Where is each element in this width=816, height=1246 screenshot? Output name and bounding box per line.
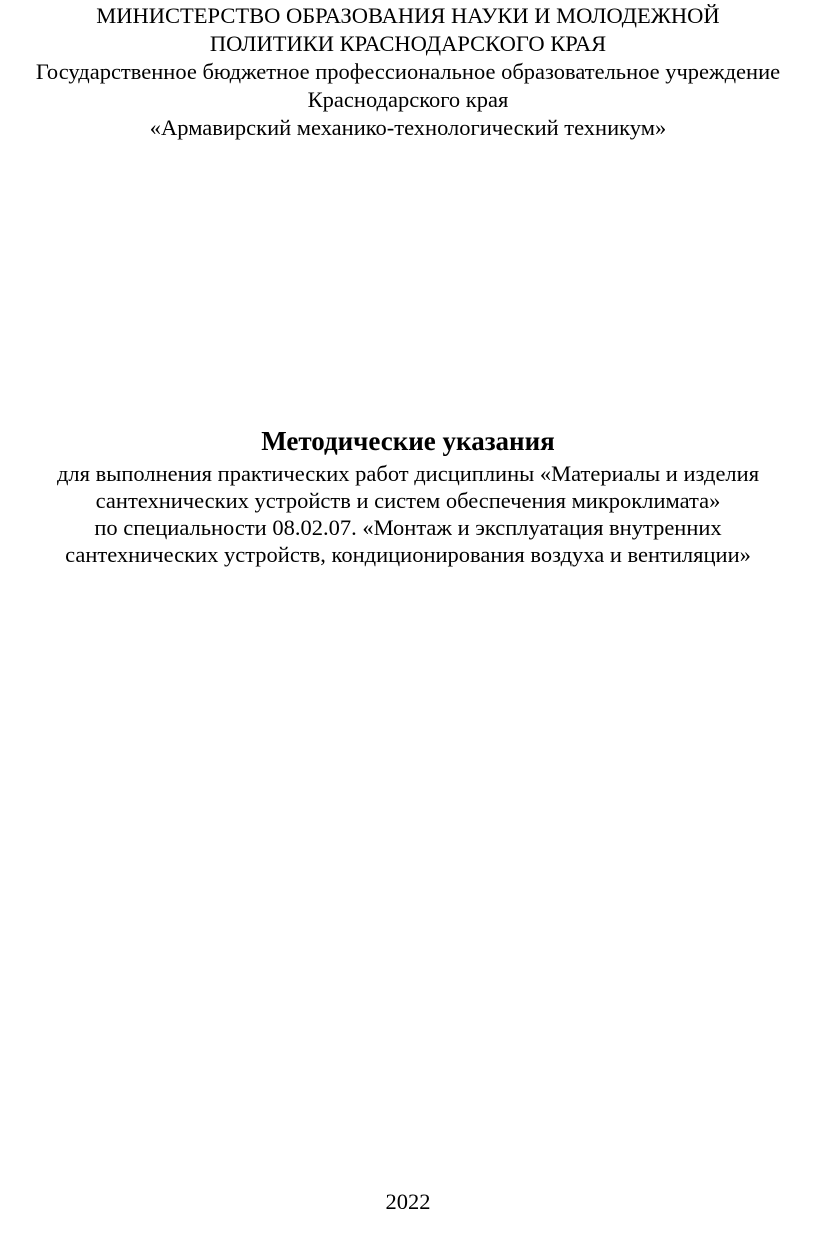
subtitle-line-2: сантехнических устройств и систем обеспечения микроклимата» <box>95 488 721 513</box>
ministry-line-2: ПОЛИТИКИ КРАСНОДАРСКОГО КРАЯ <box>209 31 607 56</box>
title-block <box>0 424 816 568</box>
institution-header <box>0 2 816 142</box>
subtitle-line-4: сантехнических устройств, кондиционирования воздуха и вентиляции» <box>65 542 751 567</box>
institution-name-line: «Армавирский механико-технологический техникум» <box>149 115 667 140</box>
document-title: Методические указания <box>261 426 555 456</box>
ministry-line-1: МИНИСТЕРСТВО ОБРАЗОВАНИЯ НАУКИ И МОЛОДЕЖНОЙ <box>96 3 720 28</box>
institution-region-line: Краснодарского края <box>307 87 509 112</box>
institution-type-line: Государственное бюджетное профессиональное образовательное учреждение <box>35 59 781 84</box>
subtitle-line-3: по специальности 08.02.07. «Монтаж и эксплуатация внутренних <box>94 515 722 540</box>
document-subtitle <box>0 460 816 568</box>
publication-year: 2022 <box>385 1189 431 1214</box>
subtitle-line-1: для выполнения практических работ дисциплины «Материалы и изделия <box>56 461 760 486</box>
